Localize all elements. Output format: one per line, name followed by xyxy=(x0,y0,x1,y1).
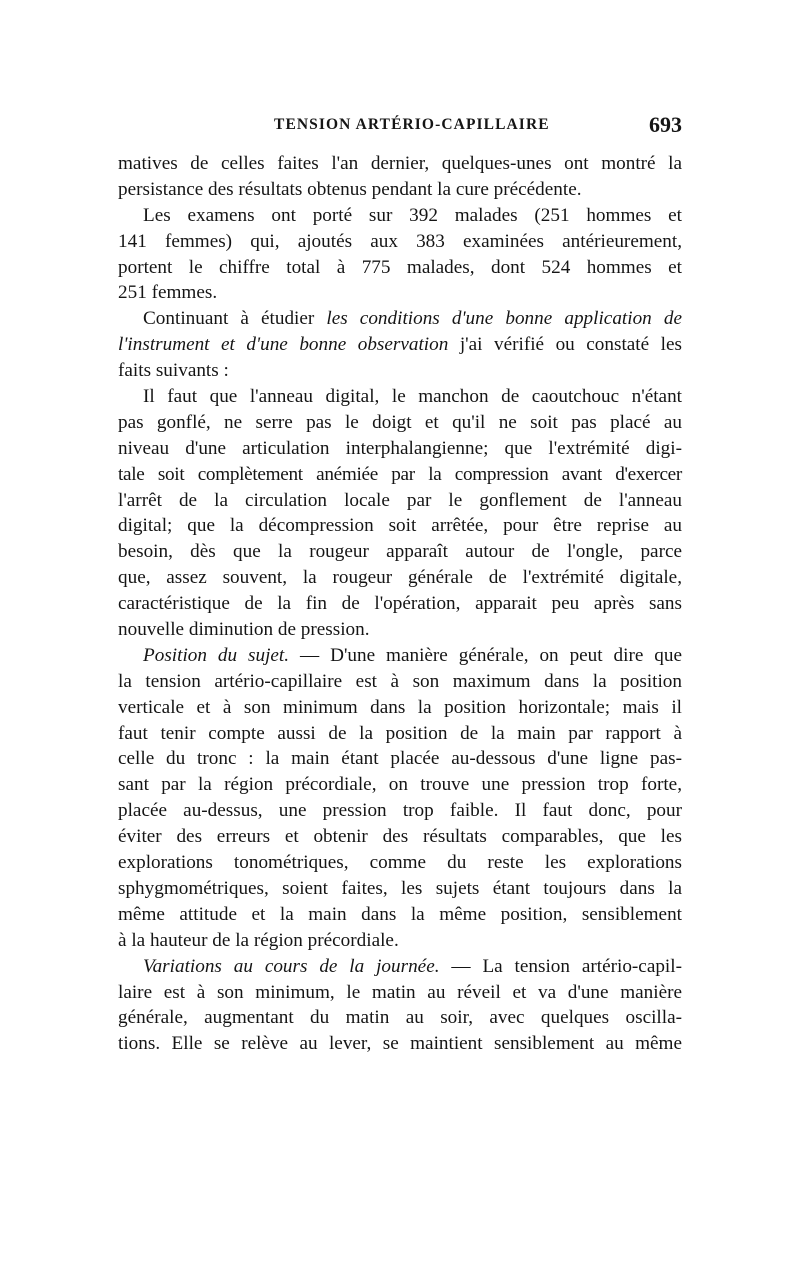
text-line: besoin, dès que la rougeur apparaît autour de l'ongle, parce xyxy=(118,541,682,563)
text-line: celle du tronc : la main étant placée au-dessous d'une ligne pas- xyxy=(118,748,682,770)
text-line: faits suivants : xyxy=(118,360,229,382)
text-run: j'ai vérifié ou constaté les xyxy=(448,334,682,356)
text-line: faut tenir compte aussi de la position de la main par rapport à xyxy=(118,722,682,744)
text-line: sphygmométriques, soient faites, les sujets étant toujours dans la xyxy=(118,877,682,899)
text-run: Continuant à étudier xyxy=(143,308,327,330)
text-line: matives de celles faites l'an dernier, quelques-unes ont montré la xyxy=(118,153,682,174)
text-line: à la hauteur de la région précordiale. xyxy=(118,929,399,951)
text-line: 141 femmes) qui, ajoutés aux 383 examinées antérieurement, xyxy=(118,230,682,252)
text-line xyxy=(118,332,682,358)
text-line: que, assez souvent, la rougeur générale de l'extrémité digitale, xyxy=(118,567,682,589)
italic-text: Position du sujet. xyxy=(143,644,290,666)
text-line: l'arrêt de la circulation locale par le gonflement de l'anneau xyxy=(118,489,682,511)
text-line: générale, augmentant du matin au soir, avec quelques oscilla- xyxy=(118,1007,682,1029)
italic-text: l'instrument et d'une bonne observation xyxy=(118,334,449,356)
text-line: placée au-dessus, une pression trop faible. Il faut donc, pour xyxy=(118,800,682,822)
text-line xyxy=(118,643,682,669)
text-line xyxy=(118,954,682,980)
text-line: sant par la région précordiale, on trouve une pression trop forte, xyxy=(118,774,682,796)
text-line: portent le chiffre total à 775 malades, dont 524 hommes et xyxy=(118,256,682,278)
text-line: niveau d'une articulation interphalangienne; que l'extrémité digi- xyxy=(118,437,682,459)
text-line: verticale et à son minimum dans la position horizontale; mais il xyxy=(118,696,682,718)
text-run: — La tension artério-capil- xyxy=(439,955,682,977)
running-title: TENSION ARTÉRIO-CAPILLAIRE xyxy=(274,116,550,133)
text-line: caractéristique de la fin de l'opération, apparait peu après sans xyxy=(118,593,682,615)
text-line: nouvelle diminution de pression. xyxy=(118,619,370,641)
text-run: — D'une manière générale, on peut dire que xyxy=(289,644,682,666)
text-line: Il faut que l'anneau digital, le manchon de caoutchouc n'étant xyxy=(143,386,682,408)
text-line xyxy=(118,306,682,332)
italic-text: les conditions d'une bonne application de xyxy=(326,308,682,330)
text-line: laire est à son minimum, le matin au réveil et va d'une manière xyxy=(118,981,682,1003)
page-number: 693 xyxy=(649,112,682,137)
text-line: même attitude et la main dans la même position, sensiblement xyxy=(118,903,682,925)
text-line: persistance des résultats obtenus pendant la cure précédente. xyxy=(118,178,582,200)
running-head xyxy=(118,112,682,140)
text-line: digital; que la décompression soit arrêtée, pour être reprise au xyxy=(118,515,682,537)
text-line: tions. Elle se relève au lever, se maintient sensiblement au même xyxy=(118,1033,682,1055)
text-line: la tension artério-capillaire est à son maximum dans la position xyxy=(118,670,682,692)
italic-text: Variations au cours de la journée. xyxy=(143,955,440,977)
text-line: pas gonflé, ne serre pas le doigt et qu'il ne soit pas placé au xyxy=(118,411,682,433)
text-line: tale soit complètement anémiée par la compression avant d'exercer xyxy=(118,463,682,485)
text-line: 251 femmes. xyxy=(118,282,218,304)
text-line: éviter des erreurs et obtenir des résultats comparables, que les xyxy=(118,826,682,848)
text-line: explorations tonométriques, comme du reste les explorations xyxy=(118,852,682,874)
body-text xyxy=(118,151,682,1057)
text-line: Les examens ont porté sur 392 malades (251 hommes et xyxy=(143,204,682,226)
